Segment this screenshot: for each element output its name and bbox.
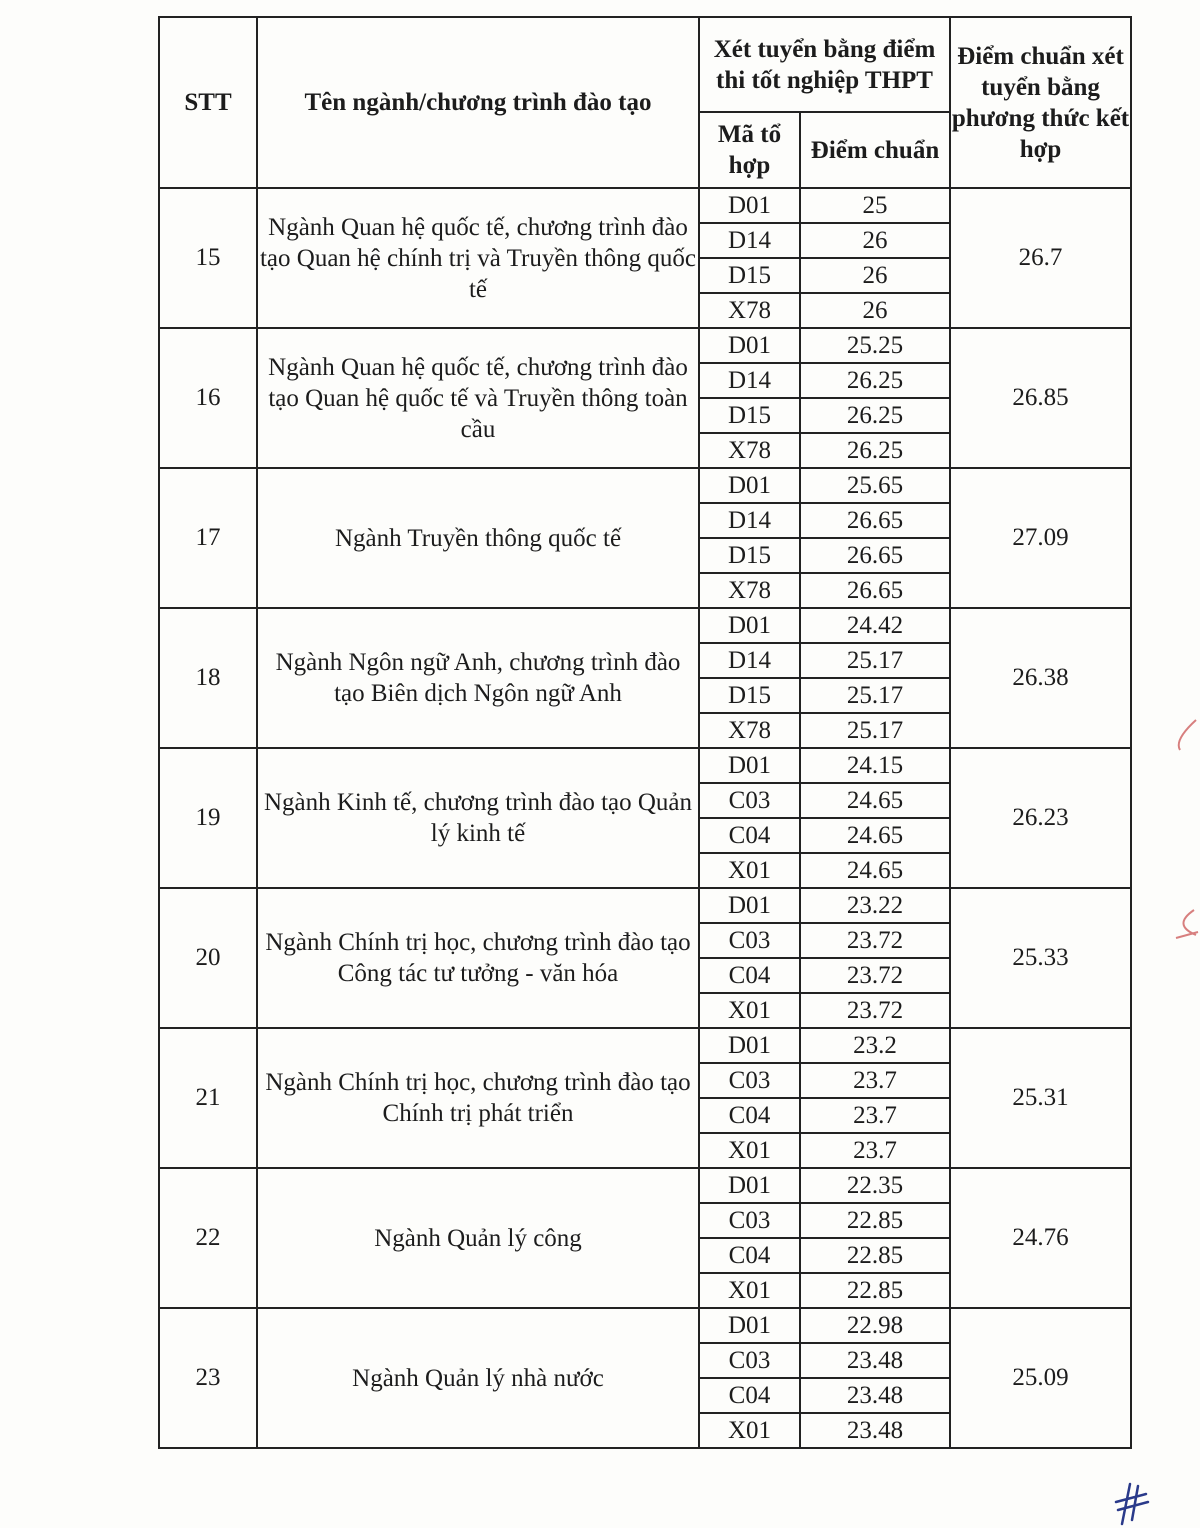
cell-stt: 22: [159, 1168, 257, 1308]
cell-combo-code: C04: [699, 958, 800, 993]
cell-program-name: Ngành Quản lý công: [257, 1168, 699, 1308]
cell-combo-code: D01: [699, 608, 800, 643]
header-thpt: Xét tuyển bằng điểm thi tốt nghiệp THPT: [699, 17, 950, 112]
cell-benchmark-score: 22.85: [800, 1238, 950, 1273]
cell-benchmark-score: 23.7: [800, 1098, 950, 1133]
cell-combo-code: D14: [699, 643, 800, 678]
cell-benchmark-score: 22.98: [800, 1308, 950, 1343]
cell-benchmark-score: 26.25: [800, 433, 950, 468]
cell-combo-code: D15: [699, 678, 800, 713]
cell-combo-code: X01: [699, 853, 800, 888]
table-row: [159, 468, 1131, 503]
cell-combo-code: C03: [699, 1343, 800, 1378]
cell-benchmark-score: 24.15: [800, 748, 950, 783]
cell-combo-code: X01: [699, 993, 800, 1028]
cell-program-name: Ngành Chính trị học, chương trình đào tạo Chính trị phát triển: [257, 1028, 699, 1168]
cell-benchmark-score: 25: [800, 188, 950, 223]
cell-combo-code: D15: [699, 538, 800, 573]
cell-program-name: Ngành Quan hệ quốc tế, chương trình đào tạo Quan hệ chính trị và Truyền thông quốc tế: [257, 188, 699, 328]
cell-combo-code: C04: [699, 818, 800, 853]
table-row: [159, 888, 1131, 923]
cell-program-name: Ngành Chính trị học, chương trình đào tạo Công tác tư tưởng - văn hóa: [257, 888, 699, 1028]
cell-combo-code: C03: [699, 783, 800, 818]
cell-combo-code: C04: [699, 1378, 800, 1413]
cell-benchmark-score: 24.65: [800, 818, 950, 853]
cell-combo-code: D15: [699, 398, 800, 433]
cell-combo-code: X78: [699, 293, 800, 328]
cell-combo-code: C03: [699, 1063, 800, 1098]
header-combined: Điểm chuẩn xét tuyển bằng phương thức kết hợp: [950, 17, 1131, 188]
cell-benchmark-score: 24.65: [800, 783, 950, 818]
cell-combo-code: C03: [699, 1203, 800, 1238]
cell-program-name: Ngành Quan hệ quốc tế, chương trình đào tạo Quan hệ quốc tế và Truyền thông toàn cầu: [257, 328, 699, 468]
cell-combo-code: D01: [699, 188, 800, 223]
cell-combo-code: D01: [699, 748, 800, 783]
cell-combined-score: 24.76: [950, 1168, 1131, 1308]
cell-benchmark-score: 22.85: [800, 1273, 950, 1308]
cell-combo-code: X01: [699, 1413, 800, 1448]
cell-combo-code: D15: [699, 258, 800, 293]
cell-benchmark-score: 23.48: [800, 1378, 950, 1413]
cell-benchmark-score: 25.17: [800, 678, 950, 713]
table-row: [159, 1168, 1131, 1203]
cell-benchmark-score: 26: [800, 293, 950, 328]
cell-benchmark-score: 26: [800, 223, 950, 258]
cell-benchmark-score: 23.22: [800, 888, 950, 923]
cell-combo-code: D01: [699, 1028, 800, 1063]
table-row: [159, 748, 1131, 783]
cell-combo-code: D01: [699, 468, 800, 503]
cell-benchmark-score: 26.65: [800, 538, 950, 573]
cell-combo-code: D14: [699, 363, 800, 398]
cell-combined-score: 26.85: [950, 328, 1131, 468]
cell-stt: 21: [159, 1028, 257, 1168]
cell-stt: 18: [159, 608, 257, 748]
cell-combined-score: 25.33: [950, 888, 1131, 1028]
cell-benchmark-score: 24.42: [800, 608, 950, 643]
header-stt: STT: [159, 17, 257, 188]
cell-benchmark-score: 26.65: [800, 503, 950, 538]
cell-benchmark-score: 24.65: [800, 853, 950, 888]
cell-stt: 19: [159, 748, 257, 888]
table-row: [159, 188, 1131, 223]
cell-program-name: Ngành Truyền thông quốc tế: [257, 468, 699, 608]
cell-benchmark-score: 23.2: [800, 1028, 950, 1063]
cell-benchmark-score: 23.48: [800, 1413, 950, 1448]
cell-combo-code: D01: [699, 888, 800, 923]
cell-combo-code: D01: [699, 1168, 800, 1203]
cell-combo-code: C04: [699, 1098, 800, 1133]
header-program: Tên ngành/chương trình đào tạo: [257, 17, 699, 188]
cell-benchmark-score: 23.72: [800, 923, 950, 958]
stamp-icon: [1166, 710, 1200, 960]
cell-benchmark-score: 26.25: [800, 398, 950, 433]
cell-benchmark-score: 26.25: [800, 363, 950, 398]
cell-combined-score: 25.09: [950, 1308, 1131, 1448]
cell-stt: 15: [159, 188, 257, 328]
table-body: [159, 188, 1131, 1448]
cell-benchmark-score: 23.72: [800, 958, 950, 993]
cell-combined-score: 26.38: [950, 608, 1131, 748]
cell-benchmark-score: 22.35: [800, 1168, 950, 1203]
cell-benchmark-score: 25.17: [800, 643, 950, 678]
cell-combo-code: D14: [699, 223, 800, 258]
cell-combined-score: 27.09: [950, 468, 1131, 608]
cell-combo-code: D01: [699, 328, 800, 363]
cell-program-name: Ngành Quản lý nhà nước: [257, 1308, 699, 1448]
cell-stt: 16: [159, 328, 257, 468]
cell-stt: 23: [159, 1308, 257, 1448]
cell-benchmark-score: 23.72: [800, 993, 950, 1028]
cell-combo-code: X01: [699, 1273, 800, 1308]
cell-combo-code: X01: [699, 1133, 800, 1168]
cell-benchmark-score: 22.85: [800, 1203, 950, 1238]
red-stamp-fragment: [1166, 710, 1200, 960]
cell-program-name: Ngành Ngôn ngữ Anh, chương trình đào tạo Biên dịch Ngôn ngữ Anh: [257, 608, 699, 748]
cell-combined-score: 26.7: [950, 188, 1131, 328]
cell-benchmark-score: 23.48: [800, 1343, 950, 1378]
admission-score-table: [158, 16, 1132, 1449]
cell-combo-code: D01: [699, 1308, 800, 1343]
cell-benchmark-score: 23.7: [800, 1063, 950, 1098]
cell-benchmark-score: 23.7: [800, 1133, 950, 1168]
header-combo-code: Mã tổ hợp: [699, 112, 800, 188]
cell-stt: 20: [159, 888, 257, 1028]
cell-program-name: Ngành Kinh tế, chương trình đào tạo Quản lý kinh tế: [257, 748, 699, 888]
cell-combo-code: D14: [699, 503, 800, 538]
cell-stt: 17: [159, 468, 257, 608]
signature-icon: [1112, 1480, 1152, 1526]
cell-combined-score: 26.23: [950, 748, 1131, 888]
table-row: [159, 328, 1131, 363]
cell-combo-code: C03: [699, 923, 800, 958]
cell-combined-score: 25.31: [950, 1028, 1131, 1168]
cell-combo-code: C04: [699, 1238, 800, 1273]
cell-combo-code: X78: [699, 713, 800, 748]
cell-combo-code: X78: [699, 573, 800, 608]
cell-benchmark-score: 25.17: [800, 713, 950, 748]
table-row: [159, 1308, 1131, 1343]
cell-benchmark-score: 26: [800, 258, 950, 293]
table-row: [159, 608, 1131, 643]
table-row: [159, 1028, 1131, 1063]
header-benchmark: Điểm chuẩn: [800, 112, 950, 188]
cell-benchmark-score: 26.65: [800, 573, 950, 608]
cell-benchmark-score: 25.65: [800, 468, 950, 503]
cell-benchmark-score: 25.25: [800, 328, 950, 363]
cell-combo-code: X78: [699, 433, 800, 468]
